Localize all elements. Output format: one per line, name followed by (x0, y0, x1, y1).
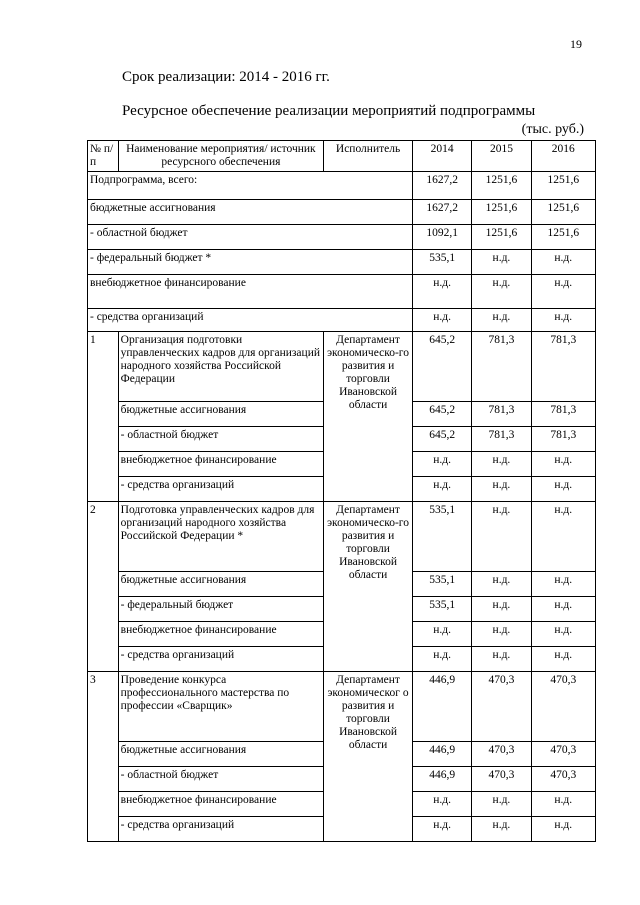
activity-row (88, 332, 596, 402)
activity-number: 3 (88, 672, 119, 842)
activity-value: 470,3 (472, 672, 531, 742)
source-value: н.д. (472, 647, 531, 672)
source-value: н.д. (413, 647, 472, 672)
summary-value: н.д. (472, 309, 531, 332)
activity-number: 2 (88, 502, 119, 672)
activity-name: Проведение конкурса профессионального мастерства по профессии «Сварщик» (118, 672, 323, 742)
summary-row (88, 172, 596, 200)
summary-label: - областной бюджет (88, 225, 413, 250)
source-value: н.д. (413, 477, 472, 502)
source-value: 470,3 (472, 767, 531, 792)
source-label: - средства организаций (118, 477, 323, 502)
activity-number: 1 (88, 332, 119, 502)
source-value: н.д. (472, 597, 531, 622)
header-2016: 2016 (531, 141, 595, 172)
source-value: 470,3 (472, 742, 531, 767)
source-label: - федеральный бюджет (118, 597, 323, 622)
summary-row (88, 200, 596, 225)
source-value: 470,3 (531, 767, 595, 792)
source-value: н.д. (413, 792, 472, 817)
source-value: н.д. (413, 452, 472, 477)
source-value: 535,1 (413, 597, 472, 622)
activity-executor: Департамент экономическог о развития и торговли Ивановской области (324, 672, 413, 842)
source-value: н.д. (472, 572, 531, 597)
summary-value: н.д. (413, 275, 472, 309)
source-label: внебюджетное финансирование (118, 452, 323, 477)
source-label: - средства организаций (118, 647, 323, 672)
summary-label: внебюджетное финансирование (88, 275, 413, 309)
activity-value: н.д. (531, 502, 595, 572)
source-value: н.д. (531, 597, 595, 622)
source-label: - средства организаций (118, 817, 323, 842)
activity-row (88, 672, 596, 742)
table-heading: Ресурсное обеспечение реализации мероприятий подпрограммы (122, 103, 536, 119)
summary-value: н.д. (531, 309, 595, 332)
source-value: н.д. (531, 572, 595, 597)
source-value: 535,1 (413, 572, 472, 597)
source-value: н.д. (531, 622, 595, 647)
source-label: бюджетные ассигнования (118, 572, 323, 597)
source-value: н.д. (531, 477, 595, 502)
header-number: № п/п (88, 141, 119, 172)
source-label: внебюджетное финансирование (118, 792, 323, 817)
source-label: - областной бюджет (118, 427, 323, 452)
source-label: бюджетные ассигнования (118, 742, 323, 767)
source-label: бюджетные ассигнования (118, 402, 323, 427)
source-value: 470,3 (531, 742, 595, 767)
summary-row (88, 225, 596, 250)
source-value: 645,2 (413, 427, 472, 452)
source-value: н.д. (531, 817, 595, 842)
source-value: н.д. (472, 817, 531, 842)
header-executor: Исполнитель (324, 141, 413, 172)
activity-value: н.д. (472, 502, 531, 572)
activity-value: 535,1 (413, 502, 472, 572)
source-value: н.д. (413, 817, 472, 842)
activity-value: 446,9 (413, 672, 472, 742)
source-value: 781,3 (472, 402, 531, 427)
source-label: внебюджетное финансирование (118, 622, 323, 647)
source-value: н.д. (472, 452, 531, 477)
summary-row (88, 275, 596, 309)
source-value: н.д. (472, 792, 531, 817)
resource-table (87, 140, 596, 842)
source-value: 781,3 (531, 427, 595, 452)
activity-executor: Департамент экономическо-го развития и торговли Ивановской области (324, 502, 413, 672)
activity-value: 470,3 (531, 672, 595, 742)
activity-name: Подготовка управленческих кадров для организаций народного хозяйства Российской Федерации * (118, 502, 323, 572)
source-value: 446,9 (413, 767, 472, 792)
summary-row (88, 309, 596, 332)
summary-label: - федеральный бюджет * (88, 250, 413, 275)
units-label: (тыс. руб.) (521, 122, 584, 137)
activity-value: 781,3 (472, 332, 531, 402)
source-value: н.д. (472, 622, 531, 647)
table-header-row (88, 141, 596, 172)
header-2015: 2015 (472, 141, 531, 172)
activity-name: Организация подготовки управленческих кадров для организаций народного хозяйства Российской Федерации (118, 332, 323, 402)
source-value: н.д. (472, 477, 531, 502)
summary-value: н.д. (531, 275, 595, 309)
summary-label: бюджетные ассигнования (88, 200, 413, 225)
page-number: 19 (570, 37, 582, 51)
summary-value: 1251,6 (472, 225, 531, 250)
source-value: 781,3 (472, 427, 531, 452)
activity-executor: Департамент экономическо-го развития и торговли Ивановской области (324, 332, 413, 502)
summary-value: 1092,1 (413, 225, 472, 250)
summary-value: 535,1 (413, 250, 472, 275)
summary-label: - средства организаций (88, 309, 413, 332)
activity-value: 781,3 (531, 332, 595, 402)
source-value: н.д. (413, 622, 472, 647)
activity-value: 645,2 (413, 332, 472, 402)
activity-row (88, 502, 596, 572)
header-name: Наименование мероприятия/ источник ресурсного обеспечения (118, 141, 323, 172)
summary-row (88, 250, 596, 275)
summary-value: 1251,6 (472, 200, 531, 225)
summary-value: 1251,6 (531, 200, 595, 225)
source-value: 645,2 (413, 402, 472, 427)
source-label: - областной бюджет (118, 767, 323, 792)
source-value: н.д. (531, 647, 595, 672)
implementation-period: Срок реализации: 2014 - 2016 гг. (122, 69, 330, 85)
summary-value: 1627,2 (413, 200, 472, 225)
source-value: 446,9 (413, 742, 472, 767)
summary-value: 1251,6 (531, 172, 595, 200)
summary-value: н.д. (472, 250, 531, 275)
source-value: н.д. (531, 452, 595, 477)
header-2014: 2014 (413, 141, 472, 172)
summary-value: н.д. (531, 250, 595, 275)
source-value: н.д. (531, 792, 595, 817)
summary-value: н.д. (413, 309, 472, 332)
summary-label: Подпрограмма, всего: (88, 172, 413, 200)
summary-value: 1251,6 (472, 172, 531, 200)
summary-value: н.д. (472, 275, 531, 309)
summary-value: 1251,6 (531, 225, 595, 250)
source-value: 781,3 (531, 402, 595, 427)
summary-value: 1627,2 (413, 172, 472, 200)
